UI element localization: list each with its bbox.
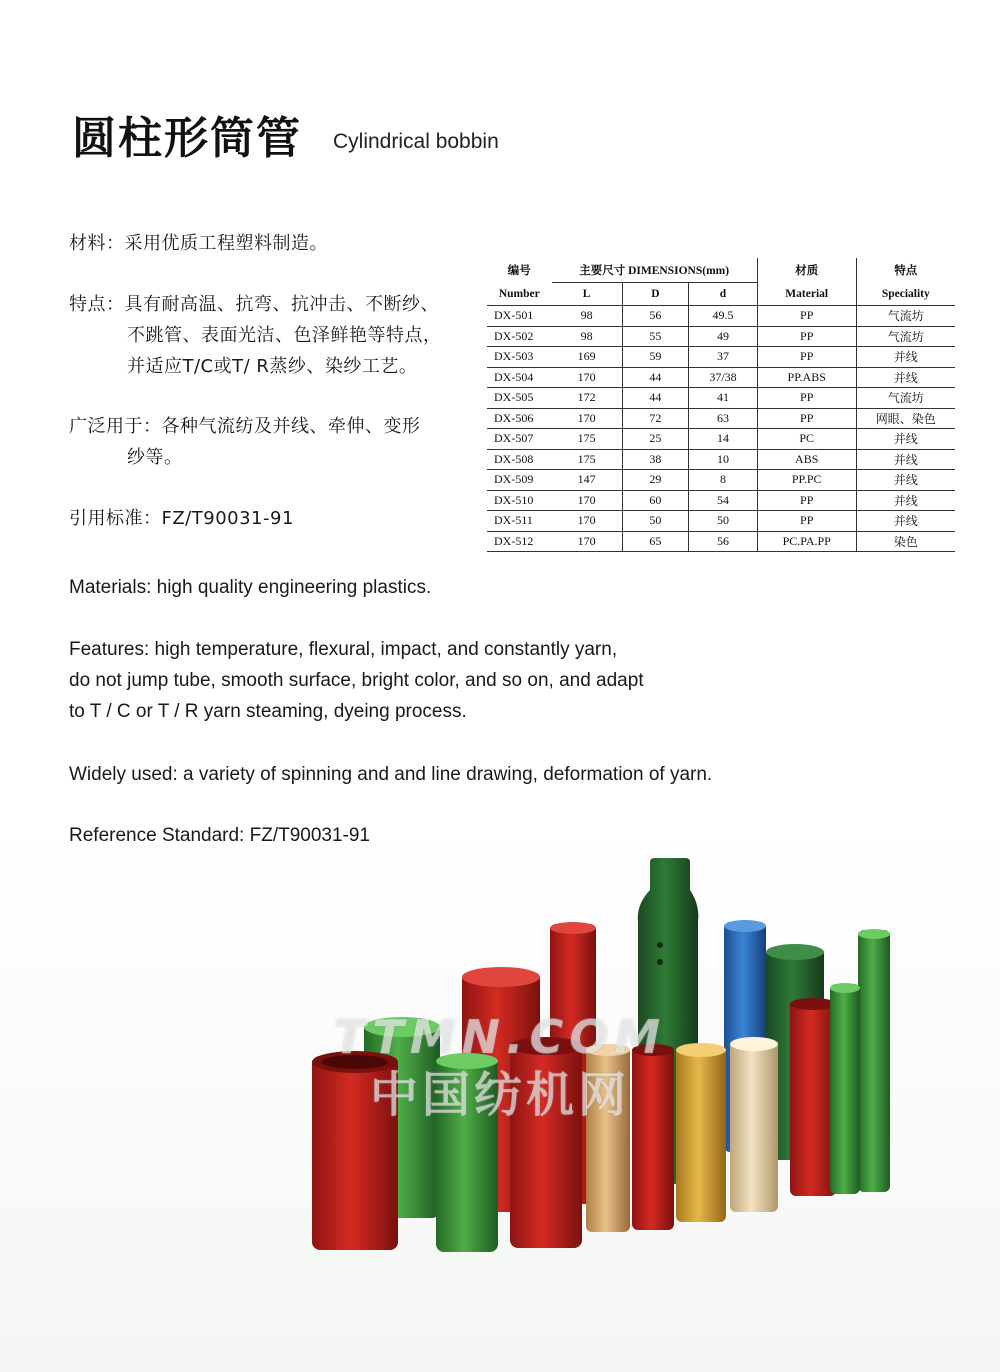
cell-d: 37: [689, 347, 758, 368]
cell-L: 170: [552, 490, 623, 511]
cell-speciality: 网眼、染色: [856, 408, 955, 429]
cell-d: 56: [689, 531, 758, 552]
cell-d: 8: [689, 470, 758, 491]
table-row: [487, 306, 955, 327]
bobbin-hole: [657, 942, 663, 948]
cell-speciality: 气流坊: [856, 388, 955, 409]
watermark: [290, 1010, 710, 1125]
cell-number: DX-510: [487, 490, 552, 511]
bobbin-green-slim-right: [858, 930, 890, 1192]
cell-L: 98: [552, 326, 623, 347]
bobbin-hole: [657, 959, 663, 965]
cell-L: 170: [552, 511, 623, 532]
cell-D: 44: [622, 388, 689, 409]
cell-number: DX-503: [487, 347, 552, 368]
cell-L: 170: [552, 408, 623, 429]
cell-d: 10: [689, 449, 758, 470]
cell-number: DX-502: [487, 326, 552, 347]
cell-speciality: 染色: [856, 531, 955, 552]
table-row: [487, 449, 955, 470]
table-row: [487, 511, 955, 532]
cell-material: PC: [757, 429, 856, 450]
cell-D: 72: [622, 408, 689, 429]
cell-D: 38: [622, 449, 689, 470]
cell-speciality: 并线: [856, 347, 955, 368]
cell-L: 175: [552, 429, 623, 450]
cell-d: 49.5: [689, 306, 758, 327]
cell-speciality: 气流坊: [856, 326, 955, 347]
cell-D: 29: [622, 470, 689, 491]
cell-material: PP: [757, 306, 856, 327]
bobbin-green-slim: [830, 984, 860, 1194]
header-material-en: Material: [757, 283, 856, 306]
en-standard-text: Reference Standard: FZ/T90031-91: [69, 825, 371, 846]
cell-number: DX-505: [487, 388, 552, 409]
cell-material: PP: [757, 490, 856, 511]
header-material-cn: 材质: [757, 258, 856, 283]
bobbin-dark-green-top: [766, 944, 824, 960]
cell-D: 56: [622, 306, 689, 327]
cn-standard-text: 引用标准：FZ/T90031-91: [69, 508, 294, 529]
cell-material: PP.ABS: [757, 367, 856, 388]
cell-d: 37/38: [689, 367, 758, 388]
cell-speciality: 并线: [856, 511, 955, 532]
bobbin-cream: [730, 1040, 778, 1212]
cell-material: PP: [757, 347, 856, 368]
header-D: D: [622, 283, 689, 306]
cell-material: ABS: [757, 449, 856, 470]
header-speciality-en: Speciality: [856, 283, 955, 306]
cell-speciality: 并线: [856, 367, 955, 388]
cell-number: DX-506: [487, 408, 552, 429]
cell-number: DX-507: [487, 429, 552, 450]
cn-usage-line-2: 纱等。: [127, 447, 183, 468]
cell-material: PP: [757, 326, 856, 347]
cell-L: 170: [552, 531, 623, 552]
cell-speciality: 并线: [856, 470, 955, 491]
table-row: [487, 326, 955, 347]
cell-L: 98: [552, 306, 623, 327]
cell-d: 14: [689, 429, 758, 450]
cn-features-line-2: 不跳管、表面光洁、色泽鲜艳等特点，: [127, 325, 442, 346]
table-row: [487, 490, 955, 511]
header-speciality-cn: 特点: [894, 265, 918, 278]
cell-d: 63: [689, 408, 758, 429]
table-row: [487, 347, 955, 368]
cell-material: PP.PC: [757, 470, 856, 491]
page-title-cn: 圆柱形筒管: [72, 113, 302, 164]
bobbin-red-right: [790, 1000, 836, 1196]
en-features-line-2: do not jump tube, smooth surface, bright color, and so on, and adapt: [69, 670, 644, 691]
cell-number: DX-509: [487, 470, 552, 491]
table-row: [487, 470, 955, 491]
en-materials-text: Materials: high quality engineering plastics.: [69, 577, 432, 598]
cell-D: 55: [622, 326, 689, 347]
bobbin-blue-top: [724, 920, 766, 932]
en-features-line-1: Features: high temperature, flexural, impact, and constantly yarn,: [69, 639, 618, 660]
table-row: [487, 429, 955, 450]
page-title-en: Cylindrical bobbin: [333, 130, 499, 153]
en-usage-text: Widely used: a variety of spinning and and line drawing, deformation of yarn.: [69, 764, 713, 785]
cell-d: 41: [689, 388, 758, 409]
cell-D: 44: [622, 367, 689, 388]
cell-d: 54: [689, 490, 758, 511]
cell-material: PC.PA.PP: [757, 531, 856, 552]
cell-D: 59: [622, 347, 689, 368]
header-number-en: Number: [487, 283, 552, 306]
header-dimensions: 主要尺寸 DIMENSIONS(mm): [552, 258, 758, 283]
cell-L: 175: [552, 449, 623, 470]
cell-d: 49: [689, 326, 758, 347]
table-row: [487, 408, 955, 429]
cell-speciality: 并线: [856, 449, 955, 470]
header-L: L: [552, 283, 623, 306]
cell-L: 169: [552, 347, 623, 368]
cell-D: 60: [622, 490, 689, 511]
cell-speciality: 并线: [856, 429, 955, 450]
cell-number: DX-504: [487, 367, 552, 388]
cell-material: PP: [757, 388, 856, 409]
cell-number: DX-511: [487, 511, 552, 532]
table-row: [487, 388, 955, 409]
header-number-cn: 编号: [507, 265, 531, 278]
cell-number: DX-508: [487, 449, 552, 470]
cell-material: PP: [757, 408, 856, 429]
cell-d: 50: [689, 511, 758, 532]
header-d: d: [689, 283, 758, 306]
cell-L: 172: [552, 388, 623, 409]
cell-L: 147: [552, 470, 623, 491]
cell-speciality: 气流坊: [856, 306, 955, 327]
bobbin-green-slim-right-top: [858, 929, 890, 939]
dimension-table: [487, 258, 955, 552]
bobbin-red-wide-top: [462, 967, 540, 987]
cell-material: PP: [757, 511, 856, 532]
table-row: [487, 531, 955, 552]
bobbin-red-right-top: [790, 998, 836, 1010]
cell-L: 170: [552, 367, 623, 388]
table-header-row-en: [487, 283, 955, 306]
cell-D: 25: [622, 429, 689, 450]
bobbin-cream-top: [730, 1037, 778, 1051]
cell-speciality: 并线: [856, 490, 955, 511]
table-header-row-cn: [487, 258, 955, 283]
table-row: [487, 367, 955, 388]
cell-number: DX-501: [487, 306, 552, 327]
cell-number: DX-512: [487, 531, 552, 552]
cn-usage-line-1: 广泛用于：各种气流纺及并线、牵伸、变形: [69, 416, 421, 437]
cn-features-line-1: 特点：具有耐高温、抗弯、抗冲击、不断纱、: [69, 294, 439, 315]
cn-material-text: 材料：采用优质工程塑料制造。: [69, 233, 328, 254]
cell-D: 65: [622, 531, 689, 552]
en-features-line-3: to T / C or T / R yarn steaming, dyeing process.: [69, 701, 467, 722]
bobbin-green-slim-top: [830, 983, 860, 993]
cn-features-line-3: 并适应T/C或T/ R蒸纱、染纱工艺。: [127, 356, 418, 377]
watermark-cn: 中国纺机网: [369, 1067, 630, 1123]
watermark-en: TTMN.COM: [333, 1010, 667, 1064]
bobbin-red-tall-top: [550, 922, 596, 934]
cell-D: 50: [622, 511, 689, 532]
